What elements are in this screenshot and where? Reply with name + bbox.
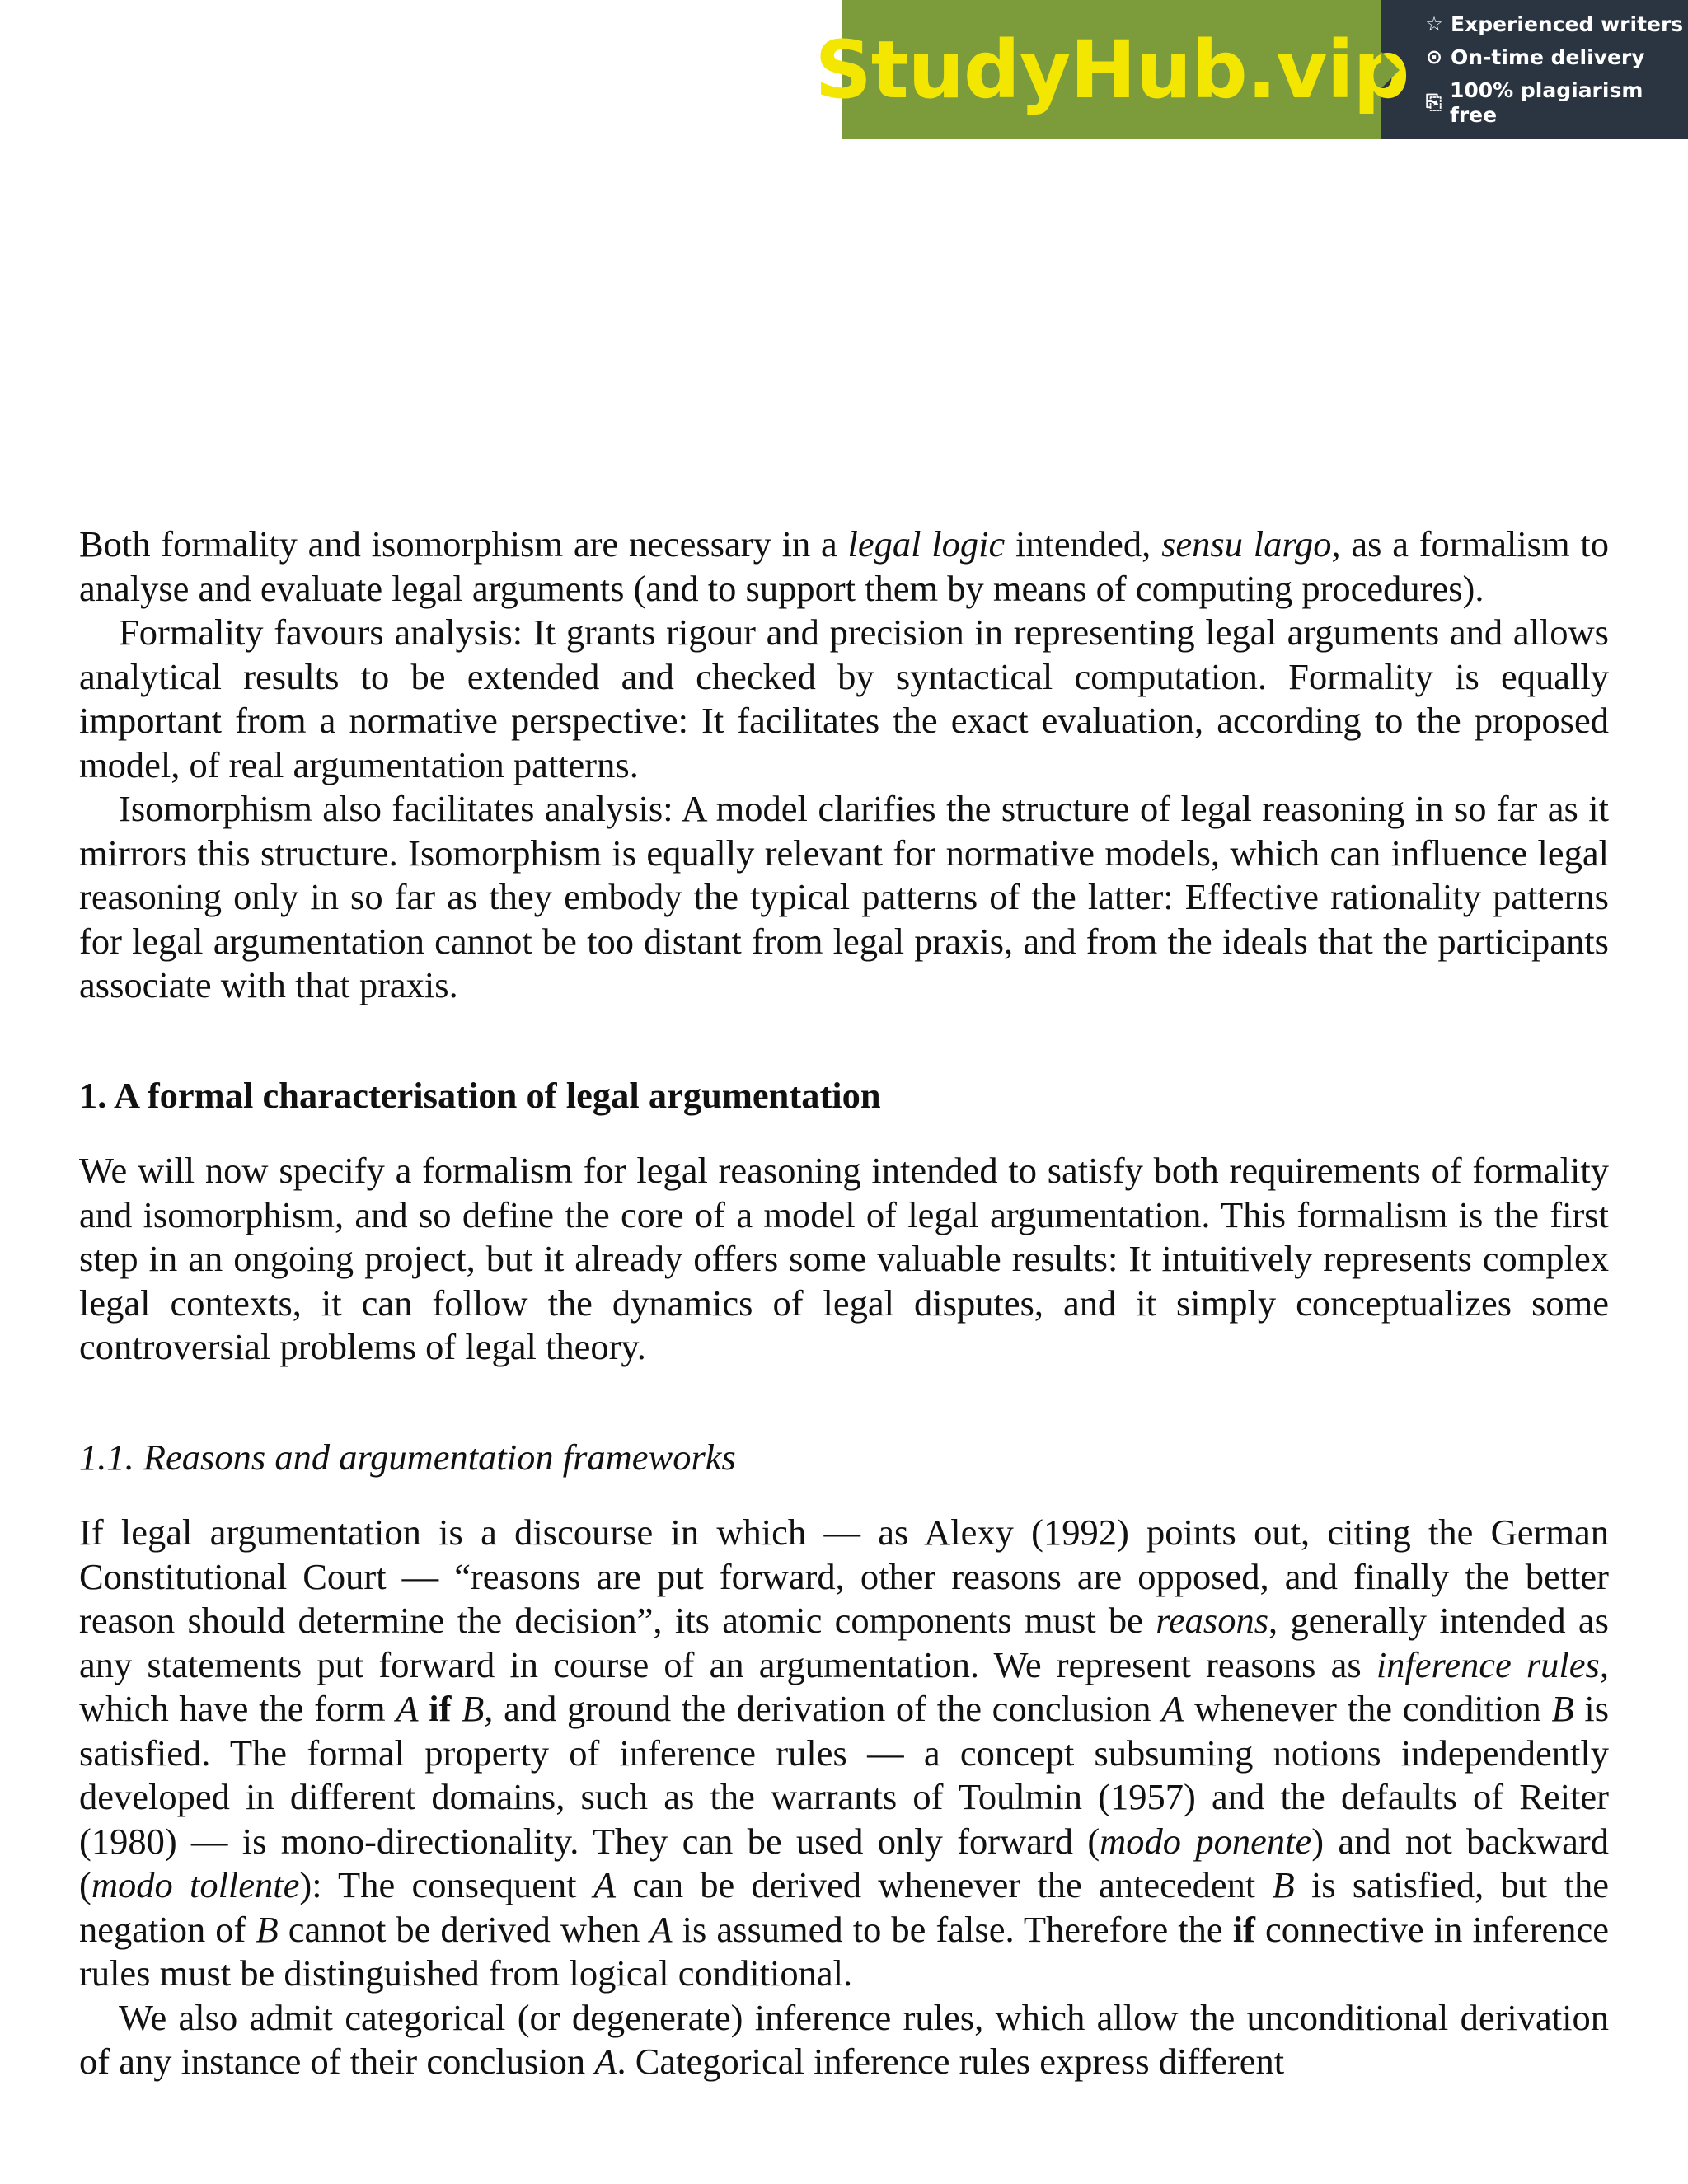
- section1-1-paragraph-1: [79, 1511, 1609, 1996]
- text-run: intended,: [1005, 523, 1162, 565]
- feature-plagiarism-free: [1423, 78, 1688, 128]
- text-run: cannot be derived when: [278, 1908, 650, 1950]
- feature-experienced-writers: [1423, 12, 1688, 37]
- text-run: , as a formalism to analyse and evaluate legal arguments (and to support them by means of computing procedures).: [79, 523, 1609, 609]
- spacer: [79, 1370, 1609, 1436]
- italic-variable: B: [1272, 1864, 1295, 1905]
- italic-variable: A: [593, 1864, 617, 1905]
- bold-connective: if: [1232, 1908, 1255, 1950]
- studyhub-banner[interactable]: [814, 0, 1688, 139]
- text-run: is assumed to be false. Therefore the: [672, 1908, 1233, 1950]
- brand-logo[interactable]: [814, 0, 1409, 139]
- text-run: [451, 1688, 462, 1729]
- section1-1-paragraph-2: [79, 1996, 1609, 2084]
- text-run: . Categorical inference rules express different: [617, 2041, 1285, 2082]
- italic-variable: A: [649, 1908, 673, 1950]
- italic-variable: A: [1161, 1688, 1184, 1729]
- text-run: connective in inference rules must be distinguished from logical conditional.: [79, 1908, 1609, 1994]
- text-run: , which have the form: [79, 1643, 1609, 1729]
- italic-term: inference rules: [1376, 1643, 1600, 1685]
- intro-paragraph-2: Formality favours analysis: It grants rigour and precision in representing legal arguments and allows analytical results to be extended and checked by syntactical computation. Formality is equally important from a normative perspective: It facilitates the exact evaluation, according to the proposed model, of real argumentation patterns.: [79, 612, 1609, 785]
- intro-paragraph-3: Isomorphism also facilitates analysis: A model clarifies the structure of legal reasoning in so far as it mirrors this structure. Isomorphism is equally relevant for normative models, which can influence legal reasoning only in so far as they embody the typical patterns of the latter: Effective rationality patterns for legal argumentation cannot be too distant from legal praxis, and from the ideals that the participants associate with that praxis.: [79, 788, 1609, 1005]
- star-icon: ☆: [1425, 12, 1443, 36]
- text-run: is satisfied, but the negation of: [79, 1864, 1609, 1950]
- banner-features: [1381, 0, 1688, 139]
- intro-paragraph-1: [79, 523, 1609, 611]
- text-run: whenever the condition: [1184, 1688, 1552, 1729]
- text-run: , and ground the derivation of the conclusion: [484, 1688, 1162, 1729]
- text-run: can be derived whenever the antecedent: [616, 1864, 1273, 1905]
- clock-icon: ⊙: [1425, 45, 1443, 69]
- italic-term: reasons: [1156, 1600, 1269, 1641]
- bold-connective: if: [429, 1688, 452, 1729]
- italic-variable: A: [396, 1688, 419, 1729]
- section-heading-1: 1. A formal characterisation of legal argumentation: [79, 1074, 881, 1116]
- text-run: If legal argumentation is a discourse in which — as Alexy (1992) points out, citing the German Constitutional Court — “reasons are put forward, other reasons are opposed, and finally the better reason should determine the decision”, its atomic components must be: [79, 1511, 1609, 1641]
- italic-variable: A: [594, 2041, 617, 2082]
- subsection-heading-1-1: 1.1. Reasons and argumentation frameworks: [79, 1436, 736, 1478]
- document-body: [79, 523, 1609, 2084]
- feature-on-time-delivery: [1423, 45, 1688, 70]
- italic-variable: B: [256, 1908, 279, 1950]
- spacer: [79, 1008, 1609, 1074]
- spacer: [79, 1479, 1609, 1511]
- text-run: ) and not backward (: [79, 1820, 1609, 1905]
- feature-label: Experienced writers: [1451, 12, 1684, 36]
- italic-term: modo ponente: [1100, 1820, 1312, 1862]
- text-run: , generally intended as any statements put forward in course of an argumentation. We represent reasons as: [79, 1600, 1609, 1685]
- italic-term: legal logic: [847, 523, 1006, 565]
- italic-variable: B: [462, 1688, 485, 1729]
- section1-paragraph-1: We will now specify a formalism for legal reasoning intended to satisfy both requirements of formality and isomorphism, and so define the core of a model of legal argumentation. This formalism is the first step in an ongoing project, but it already offers some valuable results: It intuitively represents complex legal contexts, it can follow the dynamics of legal disputes, and it simply conceptualizes some controversial problems of legal theory.: [79, 1150, 1609, 1367]
- italic-variable: B: [1551, 1688, 1574, 1729]
- text-run: is satisfied. The formal property of inference rules — a concept subsuming notions independently developed in different domains, such as the warrants of Toulmin (1957) and the defaults of Reiter (1980) — is mono-directionality. They can be used only forward (: [79, 1688, 1610, 1862]
- feature-label: On-time delivery: [1451, 45, 1645, 69]
- text-run: Both formality and isomorphism are necessary in a: [79, 523, 848, 565]
- text-run: We also admit categorical (or degenerate) inference rules, which allow the unconditional derivation of any instance of their conclusion: [79, 1996, 1609, 2082]
- banner-arrow-shape: [1381, 52, 1400, 88]
- text-run: ): The consequent: [299, 1864, 593, 1905]
- copy-icon: ⎘: [1425, 91, 1442, 115]
- brand-name: StudyHub.vip: [814, 23, 1409, 116]
- spacer: [79, 1118, 1609, 1149]
- italic-term: sensu largo: [1161, 523, 1332, 565]
- feature-label: 100% plagiarism free: [1449, 77, 1643, 127]
- italic-term: modo tollente: [91, 1864, 300, 1905]
- text-run: [419, 1688, 429, 1729]
